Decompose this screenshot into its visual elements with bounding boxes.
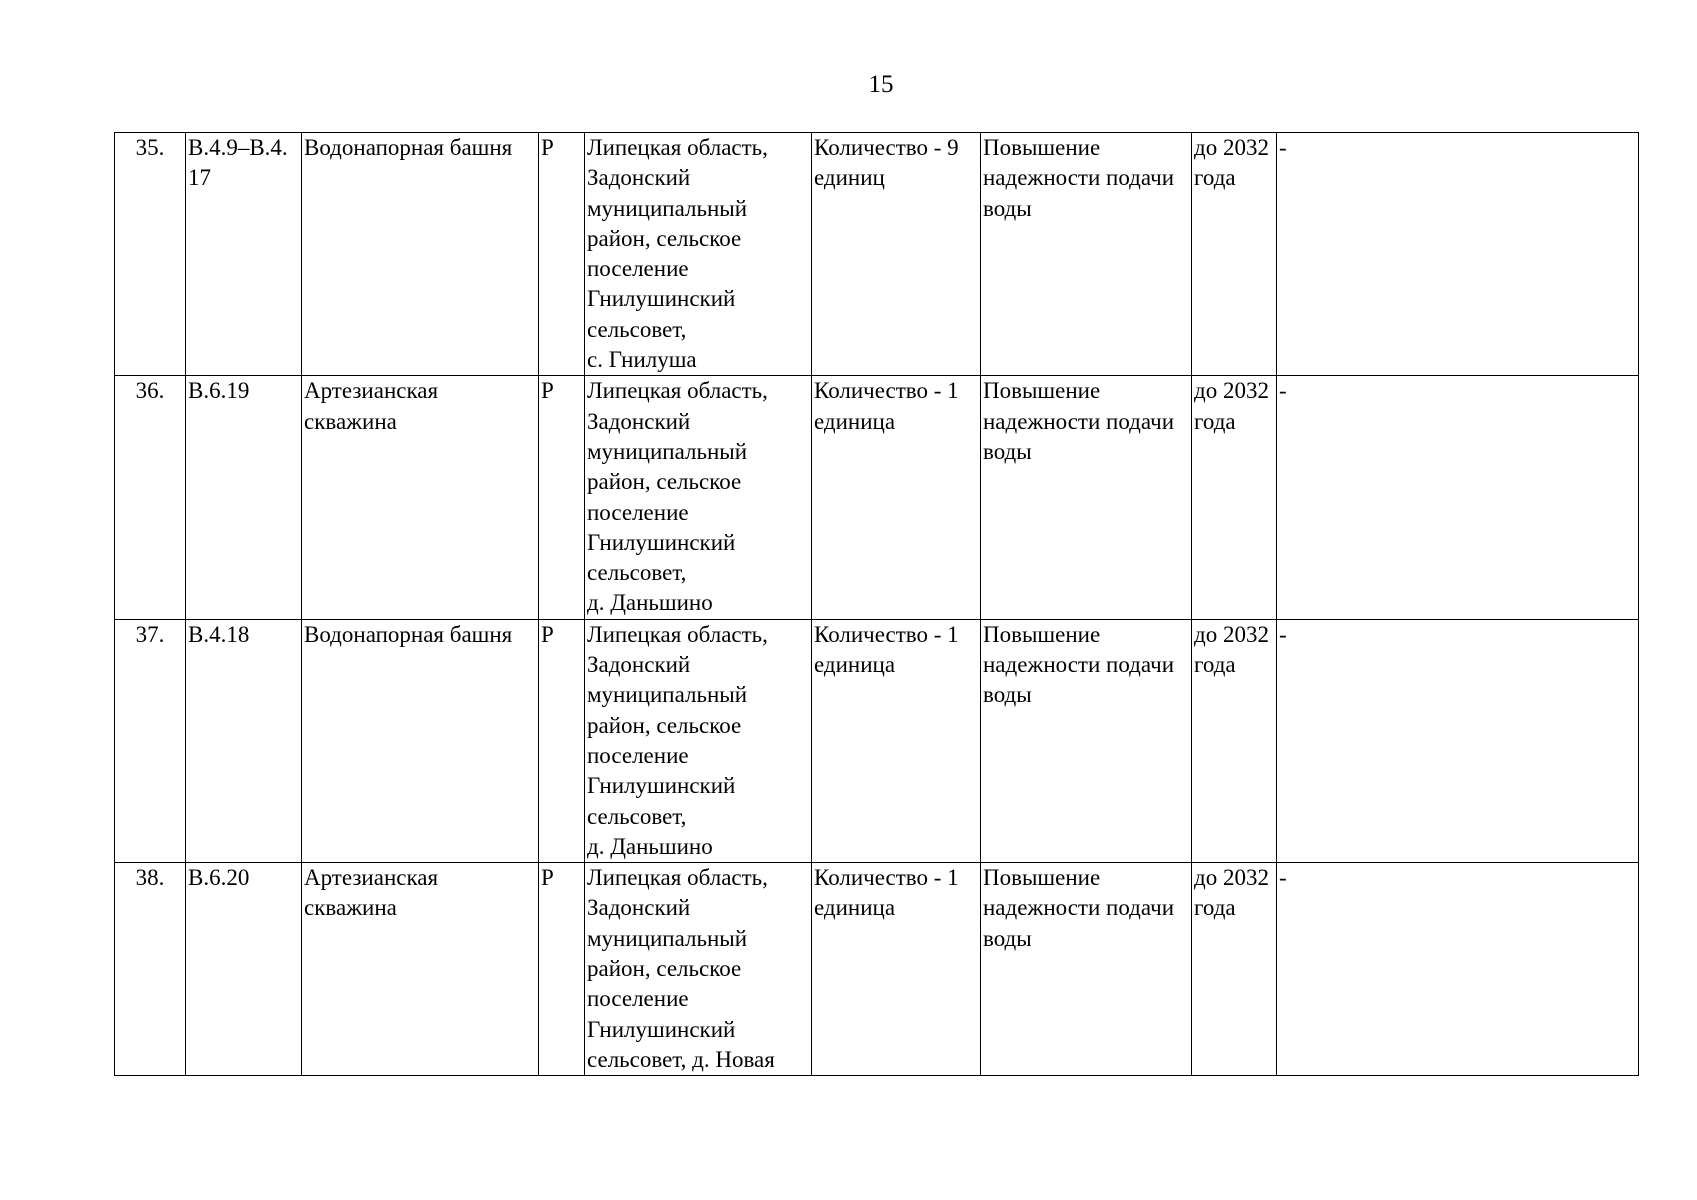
object-purpose: Повышение надежности подачи воды (981, 133, 1192, 376)
object-quantity: Количество - 1 единица (812, 619, 981, 862)
object-location: Липецкая область, Задонский муниципальный район, сельское поселение Гнилушинский сельсовет, д. Даньшино (585, 619, 812, 862)
object-purpose: Повышение надежности подачи воды (981, 863, 1192, 1076)
row-number: 38. (115, 863, 186, 1076)
object-code: В.6.19 (186, 376, 302, 619)
row-number: 35. (115, 133, 186, 376)
object-deadline: до 2032 года (1192, 133, 1277, 376)
object-type: Р (539, 376, 585, 619)
object-quantity: Количество - 9 единиц (812, 133, 981, 376)
object-deadline: до 2032 года (1192, 863, 1277, 1076)
object-type: Р (539, 133, 585, 376)
object-code: В.4.18 (186, 619, 302, 862)
table-row (115, 863, 1639, 1076)
table-row (115, 376, 1639, 619)
object-deadline: до 2032 года (1192, 619, 1277, 862)
object-quantity: Количество - 1 единица (812, 376, 981, 619)
table-row (115, 619, 1639, 862)
object-purpose: Повышение надежности подачи воды (981, 376, 1192, 619)
object-note: - (1277, 863, 1639, 1076)
object-note: - (1277, 133, 1639, 376)
object-location: Липецкая область, Задонский муниципальный район, сельское поселение Гнилушинский сельсовет, с. Гнилуша (585, 133, 812, 376)
object-purpose: Повышение надежности подачи воды (981, 619, 1192, 862)
object-note: - (1277, 376, 1639, 619)
object-location: Липецкая область, Задонский муниципальный район, сельское поселение Гнилушинский сельсовет, д. Новая (585, 863, 812, 1076)
row-number: 36. (115, 376, 186, 619)
object-note: - (1277, 619, 1639, 862)
object-type: Р (539, 619, 585, 862)
facilities-table (114, 132, 1639, 1076)
object-name: Артезианская скважина (302, 863, 539, 1076)
object-name: Водонапорная башня (302, 133, 539, 376)
table-row (115, 133, 1639, 376)
object-quantity: Количество - 1 единица (812, 863, 981, 1076)
page-number: 15 (868, 71, 894, 98)
object-location: Липецкая область, Задонский муниципальный район, сельское поселение Гнилушинский сельсовет, д. Даньшино (585, 376, 812, 619)
object-deadline: до 2032 года (1192, 376, 1277, 619)
object-code: В.4.9–В.4. 17 (186, 133, 302, 376)
object-name: Водонапорная башня (302, 619, 539, 862)
object-type: Р (539, 863, 585, 1076)
row-number: 37. (115, 619, 186, 862)
object-code: В.6.20 (186, 863, 302, 1076)
object-name: Артезианская скважина (302, 376, 539, 619)
